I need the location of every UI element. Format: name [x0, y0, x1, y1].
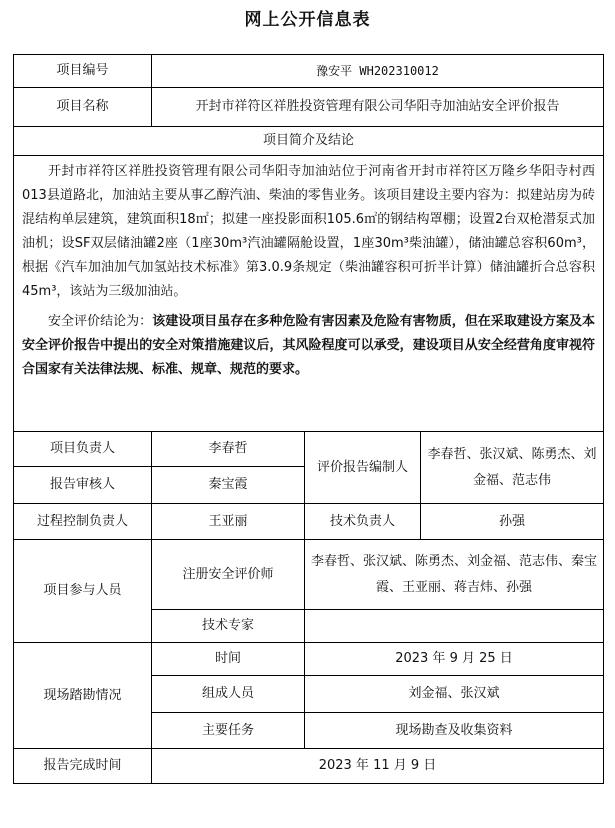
- row-summary-header: [14, 127, 604, 156]
- summary-intro: 开封市祥符区祥胜投资管理有限公司华阳寺加油站位于河南省开封市祥符区万隆乡华阳寺村西013县道路北，加油站主要从事乙醇汽油、柴油的零售业务。该项目建设主要内容为：拟建站房为砖混结构单层建筑，建筑面积18㎡；拟建一座投影面积105.6㎡的钢结构罩棚；设置2台双枪潜泵式加油机；设SF双层储油罐2座（1座30m³汽油罐隔舱设置，1座30m³柴油罐），储油罐总容积60m³，根据《汽车加油加气加氢站技术标准》第3.0.9条规定（柴油罐容积可折半计算）储油罐折合总容积45m³，该站为三级加油站。: [22, 164, 596, 299]
- survey-task-label: 主要任务: [152, 713, 305, 749]
- report-authors-value: 李春哲、张汉斌、陈勇杰、刘金福、范志伟: [421, 432, 604, 504]
- project-number-label: 项目编号: [14, 55, 152, 88]
- row-project-lead: [14, 432, 604, 467]
- row-report-completion: [14, 749, 604, 784]
- report-completion-label: 报告完成时间: [14, 749, 152, 784]
- row-survey-time: [14, 643, 604, 676]
- reviewer-value: 秦宝霞: [152, 467, 305, 504]
- row-project-name: [14, 88, 604, 127]
- page-title: 网上公开信息表: [244, 10, 371, 30]
- summary-header: 项目简介及结论: [14, 127, 604, 156]
- technical-experts-value: [305, 610, 604, 643]
- tech-lead-label: 技术负责人: [305, 504, 421, 540]
- registered-assessors-value: 李春哲、张汉斌、陈勇杰、刘金福、范志伟、秦宝霞、王亚丽、蒋吉炜、孙强: [305, 540, 604, 610]
- row-summary-body: [14, 156, 604, 432]
- project-name-value: 开封市祥符区祥胜投资管理有限公司华阳寺加油站安全评价报告: [152, 88, 604, 127]
- report-completion-value: 2023 年 11 月 9 日: [152, 749, 604, 784]
- project-lead-value: 李春哲: [152, 432, 305, 467]
- survey-task-value: 现场勘查及收集资料: [305, 713, 604, 749]
- site-survey-label: 现场踏勘情况: [14, 643, 152, 749]
- survey-members-value: 刘金福、张汉斌: [305, 676, 604, 713]
- survey-time-label: 时间: [152, 643, 305, 676]
- row-process-control: [14, 504, 604, 540]
- conclusion-text: 该建设项目虽存在多种危险有害因素及危险有害物质，但在采取建设方案及本安全评价报告中提出的安全对策措施建议后，其风险程度可以承受，建设项目从安全经营角度审视符合国家有关法律法规、标准、规章、规范的要求。: [22, 314, 596, 377]
- row-registered-assessors: [14, 540, 604, 610]
- survey-members-label: 组成人员: [152, 676, 305, 713]
- info-table: [13, 54, 604, 784]
- conclusion-label: 安全评价结论为：: [48, 314, 153, 329]
- survey-time-value: 2023 年 9 月 25 日: [305, 643, 604, 676]
- row-project-number: [14, 55, 604, 88]
- project-name-label: 项目名称: [14, 88, 152, 127]
- technical-experts-label: 技术专家: [152, 610, 305, 643]
- process-control-label: 过程控制负责人: [14, 504, 152, 540]
- participants-label: 项目参与人员: [14, 540, 152, 643]
- project-lead-label: 项目负责人: [14, 432, 152, 467]
- summary-body: [14, 156, 604, 432]
- project-number-value: 豫安平 WH202310012: [152, 55, 604, 88]
- process-control-value: 王亚丽: [152, 504, 305, 540]
- summary-conclusion: [22, 310, 595, 382]
- registered-assessors-label: 注册安全评价师: [152, 540, 305, 610]
- tech-lead-value: 孙强: [421, 504, 604, 540]
- reviewer-label: 报告审核人: [14, 467, 152, 504]
- report-authors-label: 评价报告编制人: [305, 432, 421, 504]
